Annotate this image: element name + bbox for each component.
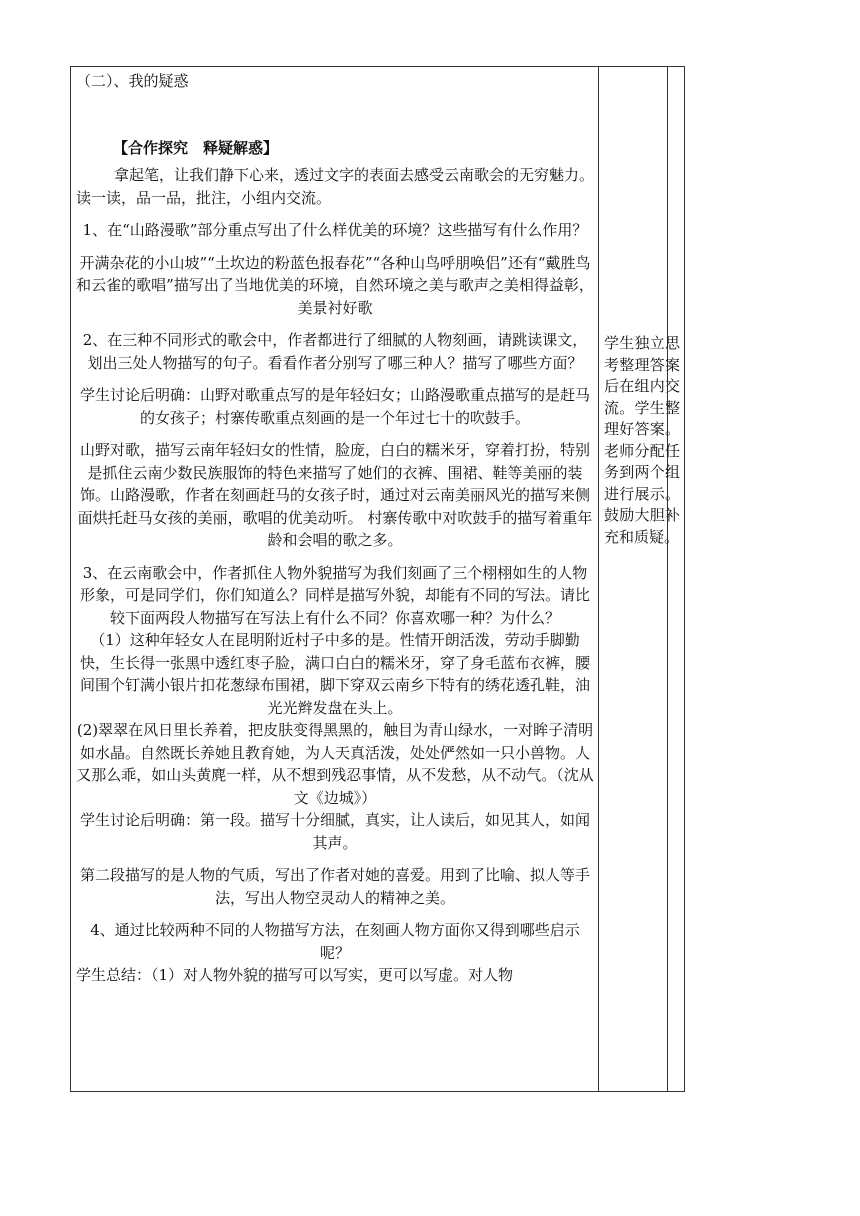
cooperative-heading: 【合作探究 释疑解惑】: [113, 138, 279, 157]
answer-1: 开满杂花的小山坡”“土坎边的粉蓝色报春花”“各种山鸟呼朋唤侣”还有“戴胜鸟和云雀的歌唱”描写出了当地优美的环境，自然环境之美与歌声之美相得益彰，美景衬好歌: [76, 253, 594, 317]
answer-2-summary: 学生讨论后明确：山野对歌重点写的是年轻妇女；山路漫歌重点描写的是赶马的女孩子；村寨传歌重点刻画的是一个年过七十的吹鼓手。: [79, 386, 590, 427]
section-title: （二）、我的疑惑: [76, 72, 189, 90]
student-summary: 学生总结：（1）对人物外貌的描写可以写实，更可以写虚。对人物: [76, 966, 514, 984]
answer-3-second: 第二段描写的是人物的气质，写出了作者对她的喜爱。用到了比喻、拟人等手法，写出人物空灵动人的精神之美。: [79, 866, 590, 907]
question-4: 4、通过比较两种不同的人物描写方法，在刻画人物方面你又得到哪些启示呢？: [90, 921, 580, 962]
passage-2: (2)翠翠在风日里长养着，把皮肤变得黑黑的，触目为青山绿水，一对眸子清明如水晶。自然既长养她且教育她，为人天真活泼，处处俨然如一只小兽物。人又那么乖，如山头黄麂一样，从不想到残忍事情，从不发愁，从不动气。（沈从文《边城》）: [76, 721, 594, 807]
question-1: 1、在“山路漫歌”部分重点写出了什么样优美的环境？这些描写有什么作用？: [82, 221, 588, 239]
side-note-text: 学生独立思考整理答案后在组内交流。学生整理好答案。老师分配任务到两个组进行展示。鼓励大胆补充和质疑。: [604, 334, 680, 546]
intro-paragraph: 拿起笔，让我们静下心来，透过文字的表面去感受云南歌会的无穷魅力。读一读，品一品，批注，小组内交流。: [76, 166, 595, 207]
passage-1: （1）这种年轻女人在昆明附近村子中多的是。性情开朗活泼，劳动手脚勤快，生长得一张黑中透红枣子脸，满口白白的糯米牙，穿了身毛蓝布衣裤，腰间围个钉满小银片扣花葱绿布围裙，脚下穿双云南乡下特有的绣花透孔鞋，油光光辫发盘在头上。: [79, 631, 590, 717]
side-note: [604, 333, 680, 548]
main-column: [76, 70, 594, 987]
question-3: 3、在云南歌会中，作者抓住人物外貌描写为我们刻画了三个栩栩如生的人物形象，可是同学们，你们知道么？同样是描写外貌，却能有不同的写法。请比较下面两段人物描写在写法上有什么不同？你喜欢哪一种？为什么？: [79, 563, 590, 627]
answer-3-first: 学生讨论后明确：第一段。描写十分细腻，真实，让人读后，如见其人，如闻其声。: [79, 811, 590, 852]
column-divider: [598, 67, 599, 1091]
answer-2-detail: 山野对歌，描写云南年轻妇女的性情，脸庞，白白的糯米牙，穿着打扮，特别是抓住云南少数民族服饰的特色来描写了她们的衣裤、围裙、鞋等美丽的装饰。山路漫歌，作者在刻画赶马的女孩子时，通过对云南美丽风光的描写来侧面烘托赶马女孩的美丽，歌唱的优美动听。 村寨传歌中对吹鼓手的描写着重年龄和会唱的歌之多。: [77, 441, 593, 549]
question-2: 2、在三种不同形式的歌会中，作者都进行了细腻的人物刻画，请跳读课文，划出三处人物描写的句子。看看作者分别写了哪三种人？描写了哪些方面？: [82, 331, 588, 372]
column-divider: [667, 67, 668, 1091]
